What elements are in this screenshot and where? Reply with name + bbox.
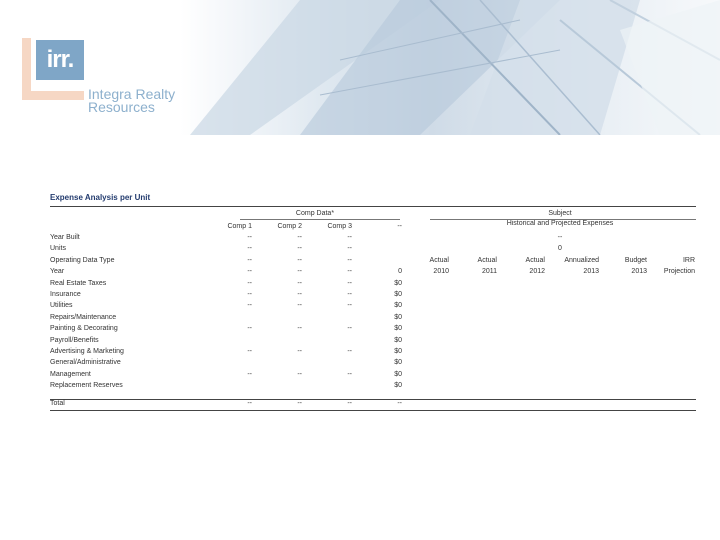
row-label: Management [50,370,91,378]
comp-value: -- [297,234,302,241]
logo-text [88,88,175,114]
table-title: Expense Analysis per Unit [50,193,151,202]
comp-value: -- [247,291,252,298]
comp-value: -- [347,256,352,264]
comp-value: -- [247,256,252,264]
comp-header-2: Comp 2 [277,223,302,230]
comp-value: -- [347,370,352,378]
subject-value: Annualized [564,256,599,264]
row-label: Repairs/Maintenance [50,313,117,321]
table-end-rule [50,410,696,411]
comp-value: -- [297,325,302,333]
comp-value: -- [297,268,302,276]
subject-value: 2013 [631,268,647,276]
row-label: Utilities [50,302,73,310]
subject-value: Actual [429,256,449,264]
header-banner [0,0,720,135]
comp-value: -- [297,245,302,253]
comp-value: -- [347,325,352,333]
comp-value: -- [247,325,252,333]
logo-line-1: Integra Realty [88,86,176,102]
comp-value: -- [247,348,252,355]
logo-mark: irr. [36,40,84,80]
comp-value: -- [347,291,352,298]
comp-value: -- [297,370,302,378]
subject-value: Projection [663,268,695,276]
subject-group-subheader: Historical and Projected Expenses [506,220,614,227]
total-comp-2: -- [297,400,302,407]
comp-value: $0 [394,313,402,321]
comp-value: $0 [394,336,402,344]
comp-value: $0 [394,291,402,298]
comp-value: -- [347,268,352,276]
total-comp-3: -- [347,400,352,407]
comp-value: -- [247,302,252,310]
total-label: Total [50,400,65,407]
row-label: Insurance [50,291,81,298]
row-label: Payroll/Benefits [50,336,99,344]
expense-table [50,193,696,407]
comp-value: $0 [394,382,402,390]
row-label: Operating Data Type [50,256,115,264]
comp-value: $0 [394,302,402,310]
logo-line-2: Resources [88,99,155,115]
total-comp-avg: -- [397,400,402,407]
comp-group-header: Comp Data* [295,210,335,217]
subject-value: IRR [682,256,695,264]
table-top-rule [50,206,696,207]
row-label: Real Estate Taxes [50,279,107,287]
comp-value: -- [247,268,252,276]
comp-value: -- [247,370,252,378]
comp-value: -- [297,279,302,287]
total-comp-1: -- [247,400,252,407]
comp-group-underline [240,219,400,220]
comp-value: -- [347,234,352,241]
comp-value: -- [247,234,252,241]
comp-value: -- [297,302,302,310]
subject-value: Budget [624,256,647,264]
subject-group-header: Subject [548,210,572,217]
subject-value: 2013 [583,268,599,276]
comp-value: -- [297,348,302,355]
comp-value: $0 [394,325,402,333]
subject-value: 2011 [481,268,497,276]
comp-value: -- [247,245,252,253]
row-label: Painting & Decorating [50,325,118,333]
comp-header-avg: -- [397,223,402,230]
subject-value: 2010 [433,268,449,276]
comp-header-3: Comp 3 [327,223,352,230]
subject-value: 0 [558,245,562,253]
subject-value: Actual [477,256,497,264]
subject-value: Actual [525,256,545,264]
row-label: Replacement Reserves [50,382,123,390]
comp-value: -- [347,302,352,310]
row-label: General/Administrative [50,359,121,367]
comp-value: -- [247,279,252,287]
comp-header-1: Comp 1 [227,223,252,230]
subject-group-underline [430,219,696,220]
comp-value: $0 [394,279,402,287]
comp-value: $0 [394,348,402,355]
comp-value: -- [347,279,352,287]
row-label: Year Built [50,234,80,241]
comp-value: $0 [394,370,402,378]
comp-value: -- [297,291,302,298]
subject-value: 2012 [529,268,545,276]
comp-value: 0 [398,268,402,276]
comp-value: -- [347,245,352,253]
subject-value: -- [557,234,563,241]
comp-value: -- [297,256,302,264]
comp-value: $0 [394,359,402,367]
row-label: Units [50,245,66,253]
row-label: Year [50,268,65,276]
row-label: Advertising & Marketing [50,348,124,355]
comp-value: -- [347,348,352,355]
